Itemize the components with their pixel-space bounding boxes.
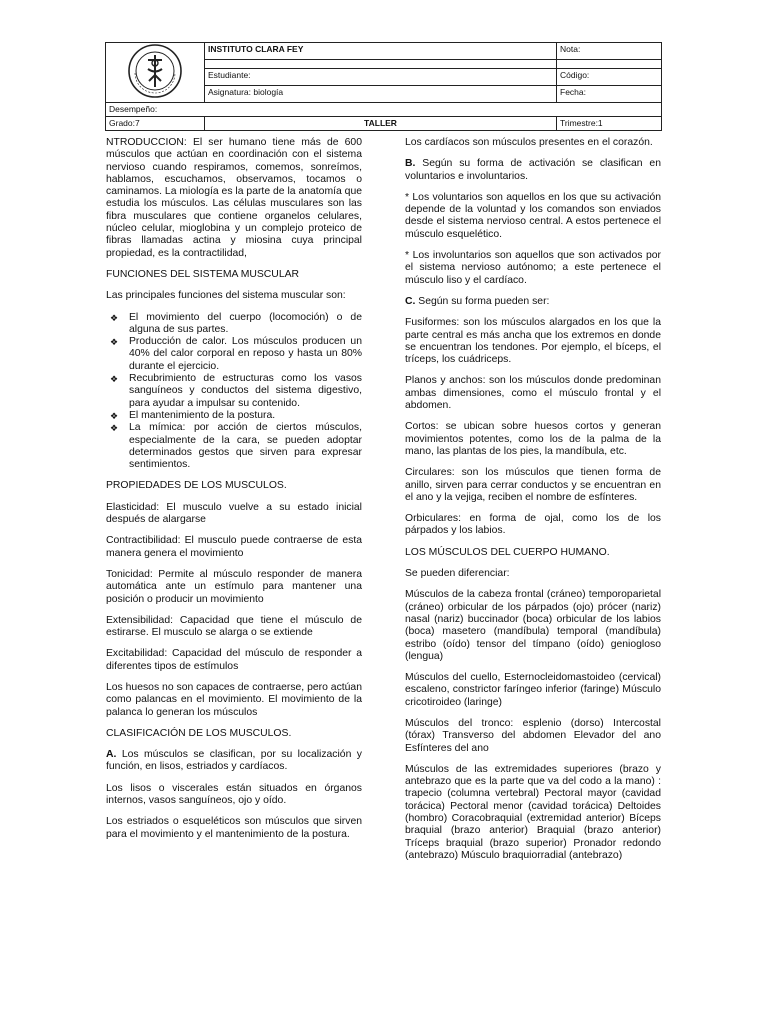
logo-cell <box>106 43 205 103</box>
subject-field: Asignatura: biología <box>205 85 557 102</box>
funciones-list <box>106 312 362 472</box>
funciones-intro: Las principales funciones del sistema muscular son: <box>106 290 346 302</box>
clasificacion-heading: CLASIFICACIÓN DE LOS MUSCULOS. <box>106 727 292 739</box>
fecha-field[interactable]: Fecha: <box>557 85 662 102</box>
desempeno-field[interactable]: Desempeño: <box>106 103 662 117</box>
section-c-paragraph: C. Según su forma pueden ser: <box>405 295 550 307</box>
cardiacos-paragraph: Los cardíacos son músculos presentes en el corazón. <box>405 137 653 148</box>
institute-name: INSTITUTO CLARA FEY <box>205 43 557 60</box>
estriados-paragraph: Los estriados o esqueléticos son músculos que sirven para el movimiento y el mantenimiento de la postura. <box>106 816 362 840</box>
involuntarios-paragraph: * Los involuntarios son aquellos que son activados por el sistema nervioso autónomo; a este pertenece el músculo liso y el cardíaco. <box>405 250 661 286</box>
section-a-letter: A. <box>106 749 117 761</box>
propiedades-heading: PROPIEDADES DE LOS MUSCULOS. <box>106 480 287 492</box>
taller-label: TALLER <box>205 117 557 131</box>
header-table <box>105 42 662 131</box>
section-b-paragraph: B. Según su forma de activación se clasifican en voluntarios e involuntarios. <box>405 158 661 182</box>
diamond-bullet-icon: ❖ <box>110 410 119 421</box>
left-column <box>106 137 362 850</box>
extensibilidad-paragraph: Extensibilidad: Capacidad que tiene el músculo de estirarse. El musculo se alarga o se extiende <box>106 614 362 639</box>
cortos-paragraph: Cortos: se ubican sobre huesos cortos y generan movimientos potentes, como los de la palma de la mano, las plantas de los pies, la mandíbula, etc. <box>405 421 661 457</box>
diferenciar-paragraph: Se pueden diferenciar: <box>405 568 510 580</box>
diamond-bullet-icon: ❖ <box>110 374 119 385</box>
nota-field[interactable]: Nota: <box>557 43 662 60</box>
tonicidad-paragraph: Tonicidad: Permite al músculo responder de manera automática ante un estímulo para mantener una posición o producir un movimiento <box>106 568 362 605</box>
school-seal-logo <box>125 43 185 99</box>
elasticidad-paragraph: Elasticidad: El musculo vuelve a su estado inicial después de alargarse <box>106 501 362 526</box>
diamond-bullet-icon: ❖ <box>110 312 119 323</box>
codigo-field[interactable]: Código: <box>557 68 662 85</box>
cabeza-paragraph: Músculos de la cabeza frontal (cráneo) temporoparietal (cráneo) orbicular de los párpados (ojo) prócer (nariz) nasal (nariz) buccinador (boca) orbicular de los labios (boca) masetero (mandíbula) temporal (mandíbula) estribo (oído) tensor del tímpano (oído) geniogloso (lengua) <box>405 589 661 662</box>
fusiformes-paragraph: Fusiformes: son los músculos alargados en los que la parte central es más ancha que los extremos en donde se encuentran los tendones. Por ejemplo, el bíceps, el tríceps, los cuádriceps. <box>405 317 661 366</box>
huesos-paragraph: Los huesos no son capaces de contraerse, pero actúan como palancas en el movimiento. El movimiento de la palanca lo generan los músculos <box>106 681 362 718</box>
planos-paragraph: Planos y anchos: son los músculos donde predominan ambas dimensiones, como el músculo frontal y el abdomen. <box>405 375 661 412</box>
contractibilidad-paragraph: Contractibilidad: El musculo puede contraerse de esta manera genera el movimiento <box>106 535 362 559</box>
intro-paragraph: NTRODUCCION: El ser humano tiene más de 600 músculos que actúan en coordinación con el sistema nervioso cuando respiramos, comemos, sonreímos, hablamos, escuchamos, observamos, tocamos o caminamos. La miología es la parte de la anatomía que estudia los músculos. Las células musculares son las fibra musculares que contiene organelos celulares, núcleo celular, mioglobina y un complejo proteico de fibras llamadas actina y miosina cuya principal propiedad, es la contractilidad, <box>106 137 362 259</box>
right-column <box>405 137 661 871</box>
tronco-paragraph: Músculos del tronco: esplenio (dorso) Intercostal (tórax) Transverso del abdomen Elevador del ano Esfínteres del ano <box>405 717 661 754</box>
circulares-paragraph: Circulares: son los músculos que tienen forma de anillo, sirven para cerrar conductos y se encuentran en el ano y la vejiga, reciben el nombre de esfínteres. <box>405 467 661 503</box>
diamond-bullet-icon: ❖ <box>110 423 119 434</box>
grado-label: Grado:7 <box>106 117 205 131</box>
cuerpo-heading: LOS MÚSCULOS DEL CUERPO HUMANO. <box>405 546 610 558</box>
list-item: ❖ Producción de calor. Los músculos producen un 40% del calor corporal en reposo y hasta un 80% durante el ejercicio. <box>110 336 362 372</box>
lisos-paragraph: Los lisos o viscerales están situados en órganos internos, vasos sanguíneos, ojo y oído. <box>106 782 362 807</box>
list-item: ❖ El movimiento del cuerpo (locomoción) o de alguna de sus partes. <box>110 311 362 335</box>
section-c-letter: C. <box>405 295 416 307</box>
list-item: ❖ Recubrimiento de estructuras como los vasos sanguíneos y conductos del sistema digestivo, para ayudar a impulsar su contenido. <box>110 373 362 409</box>
section-a-paragraph: A. Los músculos se clasifican, por su localización y función, en lisos, estriados y cardíacos. <box>106 749 362 773</box>
voluntarios-paragraph: * Los voluntarios son aquellos en los que su activación depende de la voluntad y los comandos son enviados desde el sistema nervioso central. A estos pertenece el músculo esquelético. <box>405 191 661 240</box>
student-field[interactable]: Estudiante: <box>205 68 557 85</box>
diamond-bullet-icon: ❖ <box>110 337 119 348</box>
list-item: ❖ El mantenimiento de la postura. <box>110 409 276 421</box>
funciones-heading: FUNCIONES DEL SISTEMA MUSCULAR <box>106 268 300 280</box>
list-item: ❖ La mímica: por acción de ciertos músculos, especialmente de la cara, se pueden adoptar determinados gestos que sirven para expresar sentimientos. <box>110 422 362 471</box>
extremidades-paragraph: Músculos de las extremidades superiores (brazo y antebrazo que es la parte que va del codo a la mano) : trapecio (columna vertebral) Pectoral mayor (cavidad torácica) Pectoral menor (cavidad torácica) Deltoides (hombro) Coracobraquial (extremidad anterior) Bíceps braquial (brazo anterior) Braquial (brazo anterior) Tríceps braquial (brazo superior) Pronador redondo (antebrazo) Músculo braquiorradial (antebrazo) <box>405 763 661 861</box>
excitabilidad-paragraph: Excitabilidad: Capacidad del músculo de responder a diferentes tipos de estímulos <box>106 648 362 672</box>
section-b-letter: B. <box>405 158 416 170</box>
cuello-paragraph: Músculos del cuello, Esternocleidomastoideo (cervical) escaleno, constrictor faríngeo inferior (faringe) Músculo cricotiroideo (laringe) <box>405 672 661 708</box>
orbiculares-paragraph: Orbiculares: en forma de ojal, como los de los párpados y los labios. <box>405 513 661 537</box>
trimestre-label: Trimestre:1 <box>557 117 662 131</box>
